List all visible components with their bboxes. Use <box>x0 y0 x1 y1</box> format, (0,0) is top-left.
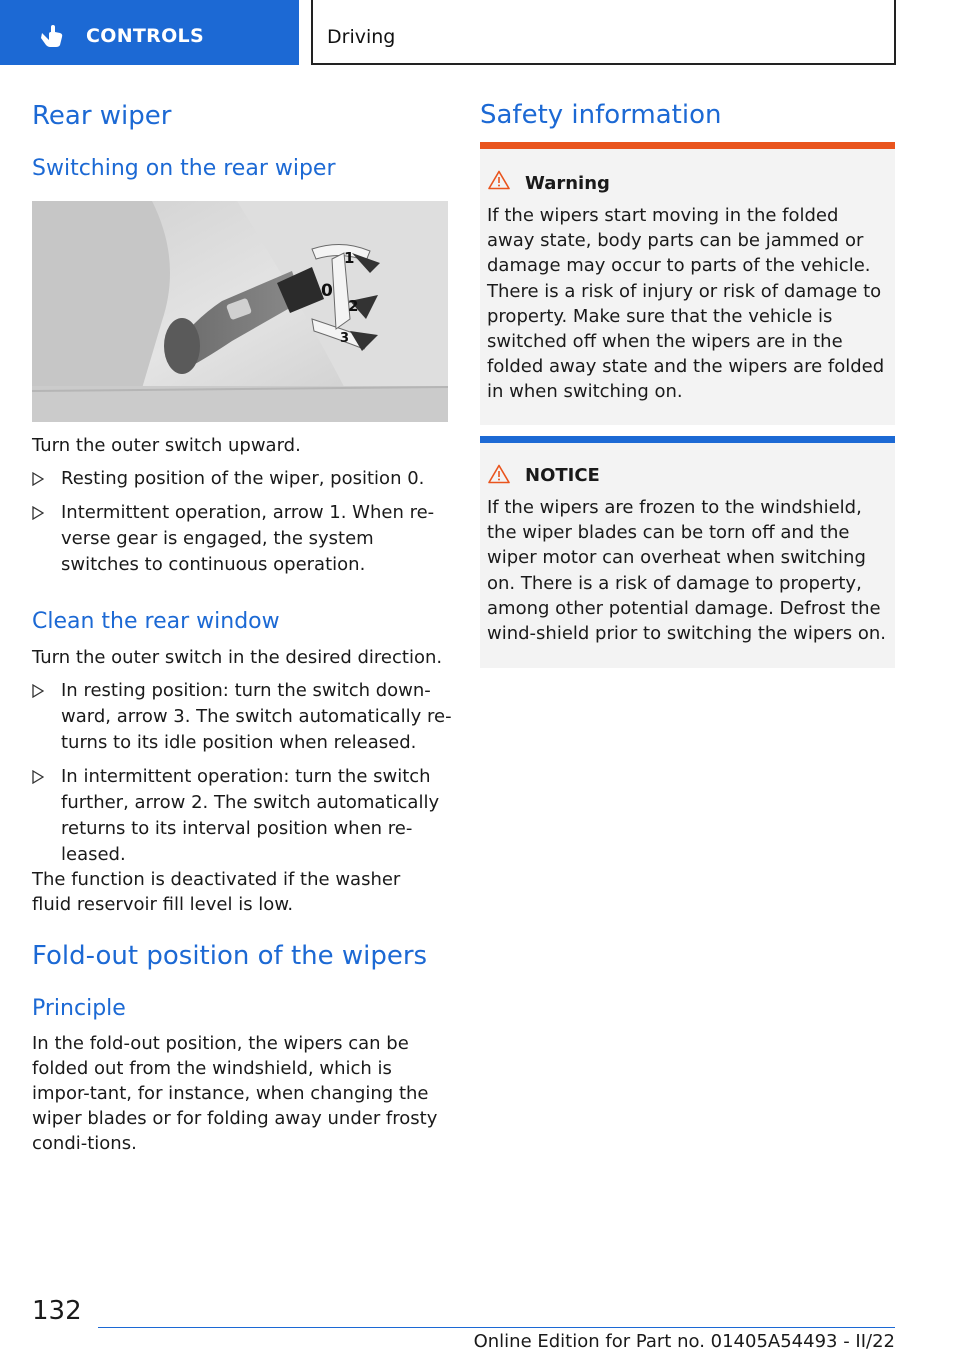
notice-box <box>480 436 895 668</box>
clean-intro-text: Turn the outer switch in the desired direction. <box>32 647 443 668</box>
list-item: Resting position of the wiper, position 0. <box>32 466 452 492</box>
principle-text: In the fold-out position, the wipers can be folded out from the windshield, which is impor-tant, for instance, when changing the wiper blades or for folding away under frosty condi-tions. <box>32 1033 438 1154</box>
bullet-list-clean <box>32 678 452 876</box>
heading-safety-info: Safety information <box>480 100 722 130</box>
wiper-stalk-figure <box>32 201 448 422</box>
notice-triangle-icon <box>488 464 510 484</box>
footer-divider <box>98 1327 895 1328</box>
footer-edition-text: Online Edition for Part no. 01405A54493 - II/22 <box>473 1331 895 1352</box>
warning-text: If the wipers start moving in the folded away state, body parts can be jammed or damage may occur to parts of the vehicle. There is a risk of injury or risk of damage to property. Make sure that the vehicle is switched off when the wipers are in the folded away state and the wipers are folded in when switching on. <box>487 205 885 403</box>
notice-text: If the wipers are frozen to the windshield, the wiper blades can be torn off and the wiper motor can overheat when switching on. There is a risk of damage to property, among other potential damage. Defrost the wind-shield prior to switching the wipers on. <box>487 497 886 645</box>
notice-title: NOTICE <box>525 465 600 486</box>
turn-outer-text: Turn the outer switch upward. <box>32 435 301 456</box>
triangle-bullet-icon <box>32 684 44 698</box>
figure-label-2: 2 <box>348 297 359 315</box>
heading-switching-on: Switching on the rear wiper <box>32 156 336 181</box>
warning-triangle-icon <box>488 170 510 190</box>
warning-accent-bar <box>480 142 895 149</box>
heading-rear-wiper: Rear wiper <box>32 101 172 131</box>
triangle-bullet-icon <box>32 472 44 486</box>
heading-principle: Principle <box>32 996 126 1021</box>
list-item: Intermittent operation, arrow 1. When re-verse gear is engaged, the system switches to continuous operation. <box>32 500 452 578</box>
warning-box <box>480 142 895 425</box>
list-item: In intermittent operation: turn the switch further, arrow 2. The switch automatically returns to its interval position when re-leased. <box>32 764 452 868</box>
figure-label-3: 3 <box>340 331 350 346</box>
bullet-list-switching <box>32 466 452 586</box>
chapter-label: Driving <box>327 26 396 48</box>
washer-note-text: The function is deactivated if the washer fluid reservoir fill level is low. <box>32 869 401 915</box>
notice-accent-bar <box>480 436 895 443</box>
steering-hand-icon <box>40 24 66 48</box>
heading-clean-rear-window: Clean the rear window <box>32 609 280 634</box>
figure-label-0: 0 <box>321 281 333 301</box>
figure-label-1: 1 <box>344 249 355 267</box>
page-number: 132 <box>32 1296 82 1326</box>
heading-fold-out: Fold-out position of the wipers <box>32 941 428 971</box>
list-item: In resting position: turn the switch down-ward, arrow 3. The switch automatically re-turns to its idle position when released. <box>32 678 452 756</box>
chapter-header <box>311 0 896 65</box>
triangle-bullet-icon <box>32 506 44 520</box>
warning-title: Warning <box>525 173 610 194</box>
triangle-bullet-icon <box>32 770 44 784</box>
section-tab[interactable] <box>0 0 299 65</box>
section-label: CONTROLS <box>86 25 204 47</box>
